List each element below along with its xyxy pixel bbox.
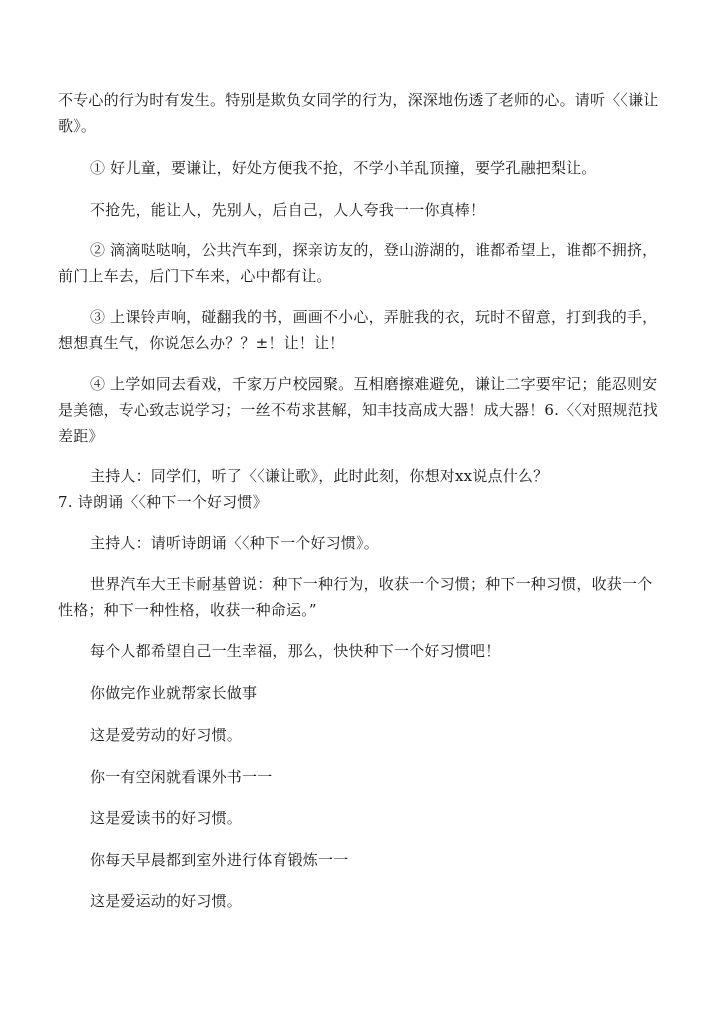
paragraph-verse-4: ④ 上学如同去看戏，千家万户校园聚。互相磨擦难避免，谦让二字要牢记；能忍则安是美德，专心致志说学习；一丝不苟求甚解，知丰技高成大器！成大器！6.〈〈对照规范找差距》 <box>58 375 659 445</box>
paragraph-host-question: 主持人：同学们，听了〈〈谦让歌》，此时此刻，你想对xx说点什么？ <box>90 467 549 485</box>
poem-line-3: 你一有空闲就看课外书一一 <box>90 768 273 786</box>
paragraph-verse-2: ② 滴滴哒哒响，公共汽车到，探亲访友的，登山游湖的，谁都希望上，谁都不拥挤，前门上车去，后门下车来，心中都有让。 <box>58 241 658 285</box>
poem-line-5: 你每天早晨都到室外进行体育锻炼一一 <box>90 851 349 869</box>
section-heading-7: 7. 诗朗诵〈〈种下一个好习惯》 <box>58 493 268 511</box>
poem-line-1: 你做完作业就帮家长做事 <box>90 684 258 702</box>
paragraph-host-intro: 主持人：请听诗朗诵〈〈种下一个好习惯》。 <box>90 534 380 552</box>
paragraph-verse-3: ③ 上课铃声响，碰翻我的书，画画不小心，弄脏我的衣，玩时不留意，打到我的手，想想真生气，你说怎么办？？±！让！让！ <box>58 308 658 352</box>
paragraph-refrain: 不抢先，能让人，先别人，后自己，人人夸我一一你真棒！ <box>90 201 486 219</box>
paragraph-verse-1: ① 好儿童，要谦让，好处方便我不抢，不学小羊乱顶撞，要学孔融把梨让。 <box>90 159 597 177</box>
paragraph-carnegie-quote: 世界汽车大王卡耐基曾说：种下一种行为，收获一个习惯；种下一种习惯，收获一个性格；种下一种性格，收获一种命运。” <box>58 575 653 619</box>
poem-line-2: 这是爱劳动的好习惯。 <box>90 726 243 744</box>
paragraph-wish: 每个人都希望自己一生幸福，那么，快快种下一个好习惯吧！ <box>90 642 501 660</box>
paragraph-intro: 不专心的行为时有发生。特别是欺负女同学的行为，深深地伤透了老师的心。请听〈〈谦让歌》。 <box>58 91 659 135</box>
poem-line-6: 这是爱运动的好习惯。 <box>90 892 243 910</box>
poem-line-4: 这是爱读书的好习惯。 <box>90 809 243 827</box>
